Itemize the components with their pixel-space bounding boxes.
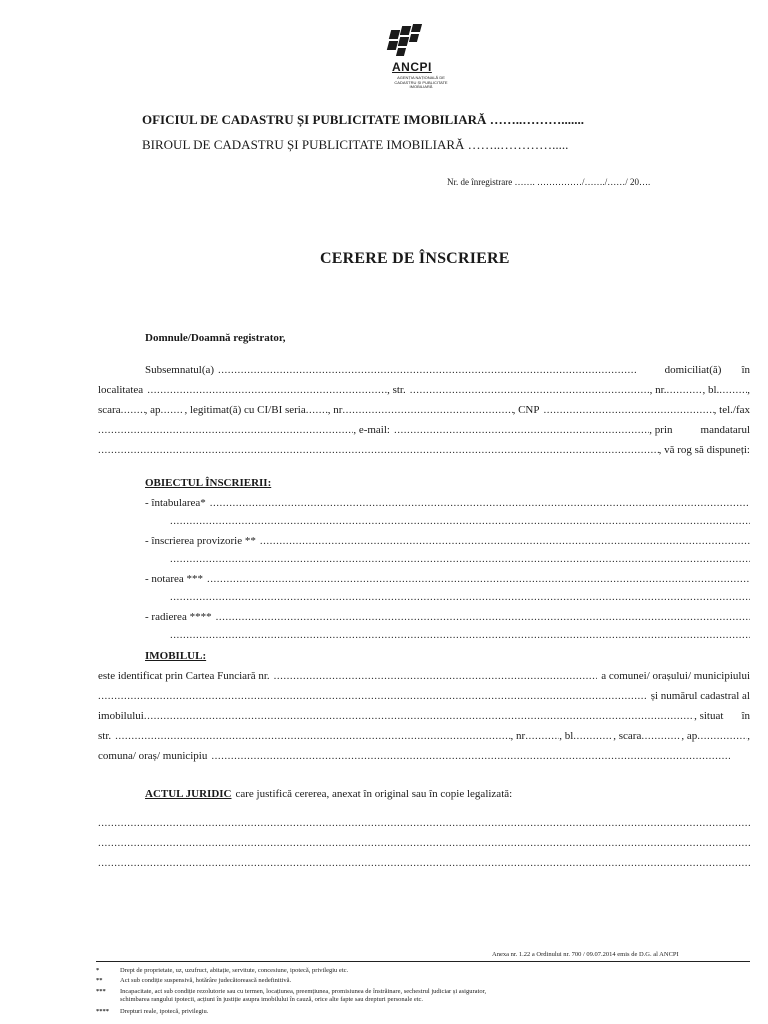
obiect-item-provizorie-cont bbox=[170, 553, 750, 565]
office-title: OFICIUL DE CADASTRU ȘI PUBLICITATE IMOBILIARĂ ……..………....... bbox=[142, 112, 584, 127]
notare-field-cont[interactable] bbox=[170, 591, 750, 603]
applicant-line-1: Subsemnatul(a) ..... domiciliat(ă) în bbox=[98, 364, 750, 376]
footer-divider bbox=[96, 961, 750, 962]
footnote-1: * Drept de proprietate, uz, uzufruct, abitație, servitute, concesiune, ipotecă, privilegiu etc. bbox=[96, 967, 349, 974]
number-field[interactable] bbox=[666, 384, 702, 396]
actul-heading: ACTUL JURIDIC bbox=[145, 788, 232, 800]
logo-name: ANCPI bbox=[392, 60, 432, 74]
street-field[interactable] bbox=[410, 384, 650, 396]
salutation: Domnule/Doamnă registrator, bbox=[145, 332, 286, 344]
name-field[interactable] bbox=[218, 364, 637, 376]
document-title: CERERE DE ÎNSCRIERE bbox=[320, 250, 510, 267]
ancpi-logo bbox=[380, 22, 460, 100]
phone-field[interactable] bbox=[98, 424, 353, 436]
anexa-reference: Anexa nr. 1.22 a Ordinului nr. 700 / 09.07.2014 emis de D.G. al ANCPI bbox=[492, 951, 679, 958]
ap-field[interactable] bbox=[160, 404, 184, 416]
imobil-line-1: este identificat prin Cartea Funciară nr. ..... a comunei/ orașului/ municipiului bbox=[98, 670, 750, 682]
obiect-item-intabulare: - întabularea* ..... bbox=[145, 497, 750, 509]
logo-subtitle: AGENȚIA NAȚIONALĂ DE CADASTRU ȘI PUBLICITATE IMOBILIARĂ bbox=[394, 75, 448, 89]
mandatar-field[interactable] bbox=[98, 444, 659, 456]
nr-cadastral-field[interactable] bbox=[144, 710, 694, 722]
imobil-line-3: imobilului ..... , situat în bbox=[98, 710, 750, 722]
cnp-field[interactable] bbox=[543, 404, 713, 416]
provizorie-field-cont[interactable] bbox=[170, 553, 750, 565]
carte-funciara-field[interactable] bbox=[274, 670, 598, 682]
radiere-field-cont[interactable] bbox=[170, 629, 750, 641]
imobil-street-field[interactable] bbox=[115, 730, 510, 742]
provizorie-field[interactable] bbox=[260, 535, 750, 547]
actul-field-1[interactable] bbox=[98, 817, 750, 829]
imobil-bl-field[interactable] bbox=[573, 730, 613, 742]
obiect-item-radiere-cont bbox=[170, 629, 750, 641]
obiect-item-notare-cont bbox=[170, 591, 750, 603]
applicant-line-3: scara ..... , ap ..... , legitimat(ă) cu CI/BI seria ..... , nr ..... , CNP ..... , tel./fax bbox=[98, 404, 750, 416]
actul-text: care justifică cererea, anexat în original sau în copie legalizată: bbox=[235, 788, 513, 800]
intabulare-field-cont[interactable] bbox=[170, 515, 750, 527]
imobil-nr-field[interactable] bbox=[525, 730, 559, 742]
actul-line-3 bbox=[98, 857, 750, 869]
applicant-line-2: localitatea ..... , str. ..... , nr. ..... , bl. ..... , bbox=[98, 384, 750, 396]
id-series-field[interactable] bbox=[306, 404, 328, 416]
obiect-item-intabulare-cont bbox=[170, 515, 750, 527]
email-field[interactable] bbox=[394, 424, 649, 436]
imobil-ap-field[interactable] bbox=[697, 730, 747, 742]
bureau-title: BIROUL DE CADASTRU ȘI PUBLICITATE IMOBILIARĂ ……..…………..... bbox=[142, 137, 569, 152]
footnote-2: ** Act sub condiție suspensivă, hotărâre judecătorească nedefinitivă. bbox=[96, 977, 292, 984]
actul-field-3[interactable] bbox=[98, 857, 750, 869]
imobil-line-2: ..... și numărul cadastral al bbox=[98, 690, 750, 702]
block-field[interactable] bbox=[719, 384, 747, 396]
imobil-line-4: str. ..... , nr ..... , bl ..... , scara ..... , ap ..... , bbox=[98, 730, 750, 742]
footnote-4: **** Drepturi reale, ipotecă, privilegiu. bbox=[96, 1008, 209, 1015]
actul-line-1 bbox=[98, 817, 750, 829]
radiere-field[interactable] bbox=[216, 611, 750, 623]
scara-field[interactable] bbox=[121, 404, 145, 416]
footnote-3: *** Incapacitate, act sub condiție rezolutorie sau cu termen, locațiunea, preemțiunea, promisiunea de înstrăinare, sechestrul judiciar și asigurator, bbox=[96, 988, 487, 995]
imobil-scara-field[interactable] bbox=[641, 730, 681, 742]
obiect-item-notare: - notarea *** ..... bbox=[145, 573, 750, 585]
registration-number: Nr. de înregistrare ……. ……………/……./……/ 20…. bbox=[447, 177, 651, 187]
localitate-field[interactable] bbox=[147, 384, 387, 396]
imobil-line-5: comuna/ oraș/ municipiu ..... bbox=[98, 750, 730, 762]
applicant-line-4: ..... , e-mail: ..... , prin mandatarul bbox=[98, 424, 750, 436]
imobil-heading: IMOBILUL: bbox=[145, 650, 207, 662]
id-number-field[interactable] bbox=[342, 404, 512, 416]
obiect-item-provizorie: - înscrierea provizorie ** ..... bbox=[145, 535, 750, 547]
actul-heading-line bbox=[145, 788, 750, 800]
applicant-line-5: ..... , vă rog să dispuneți: bbox=[98, 444, 750, 456]
actul-line-2 bbox=[98, 837, 750, 849]
obiect-heading: OBIECTUL ÎNSCRIERII: bbox=[145, 477, 272, 489]
imobil-comuna-field[interactable] bbox=[211, 750, 730, 762]
intabulare-field[interactable] bbox=[210, 497, 750, 509]
localitate-imobil-field[interactable] bbox=[98, 690, 647, 702]
footnote-3-cont: schimbarea rangului ipotecii, acțiuni în justiție asupra imobilului în cauză, orice alte fapte sau drepturi personale etc. bbox=[120, 996, 424, 1003]
obiect-item-radiere: - radierea **** ..... bbox=[145, 611, 750, 623]
actul-field-2[interactable] bbox=[98, 837, 750, 849]
notare-field[interactable] bbox=[207, 573, 750, 585]
